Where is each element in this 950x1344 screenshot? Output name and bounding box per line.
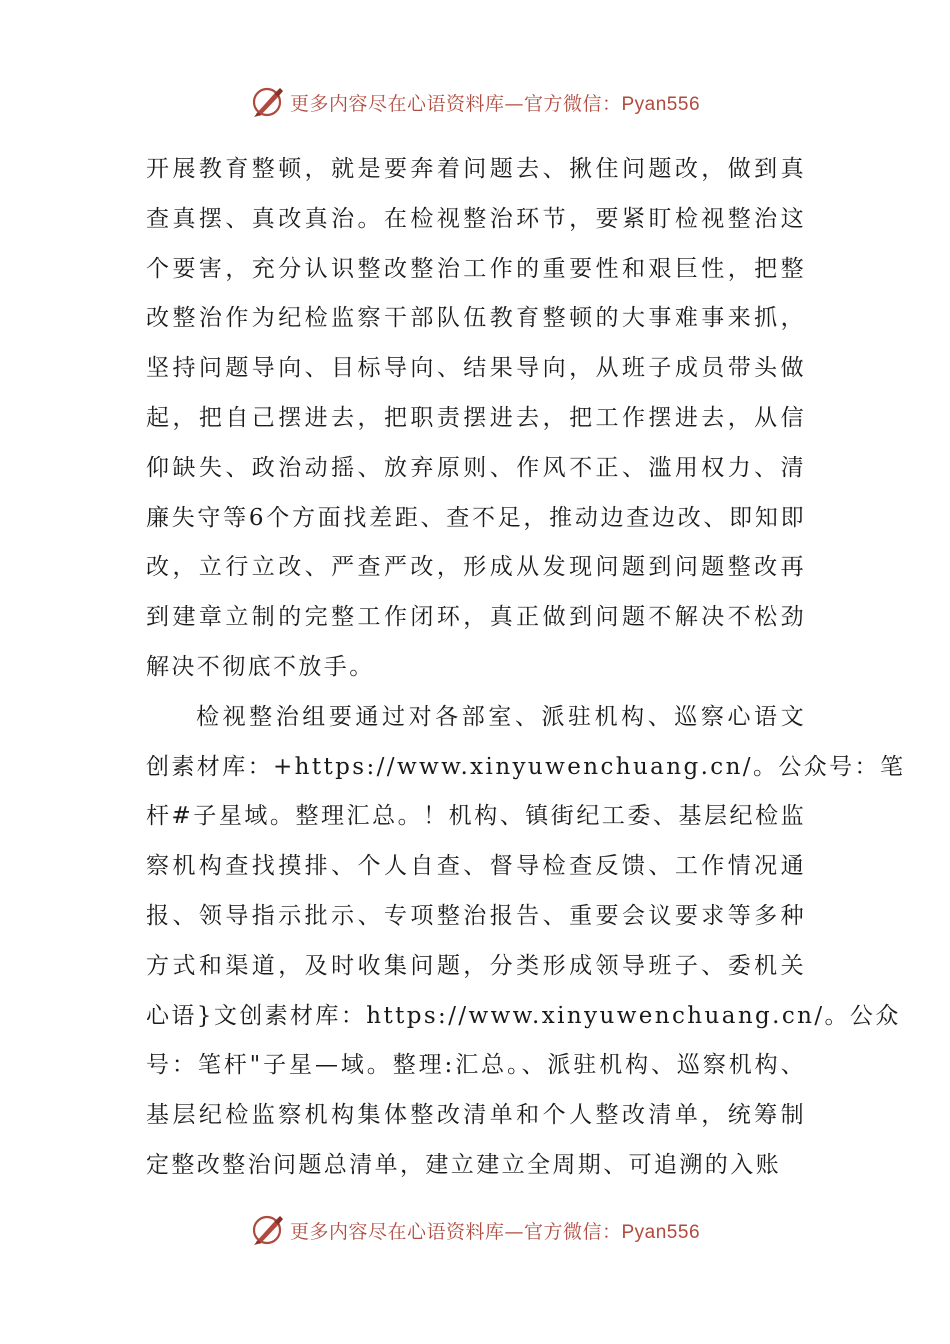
text-line: 改，立行立改、严查严改，形成从发现问题到问题整改再 (146, 554, 806, 581)
document-body (146, 145, 906, 1191)
pen-logo-icon (250, 1212, 286, 1248)
text-line: 仰缺失、政治动摇、放弃原则、作风不正、滥用权力、清 (146, 454, 806, 481)
text-line: 心语}文创素材库：https://www.xinyuwenchuang.cn/。公众 (146, 1002, 901, 1029)
text-line: 解决不彻底不放手。 (146, 653, 375, 680)
footer-banner-inner (250, 1212, 700, 1248)
paragraph (146, 693, 906, 1191)
text-line: 起，把自己摆进去，把职责摆进去，把工作摆进去，从信 (146, 404, 806, 431)
text-line: 廉失守等6个方面找差距、查不足，推动边查边改、即知即 (146, 504, 806, 531)
text-line: 坚持问题导向、目标导向、结果导向，从班子成员带头做 (146, 355, 806, 382)
header-banner (0, 82, 950, 122)
text-line: 到建章立制的完整工作闭环，真正做到问题不解决不松劲 (146, 604, 806, 631)
text-line: 改整治作为纪检监察干部队伍教育整顿的大事难事来抓， (146, 305, 806, 332)
banner-slogan: 更多内容尽在心语资料库—官方微信： (289, 92, 622, 115)
paragraph (146, 145, 806, 693)
text-line: 察机构查找摸排、个人自查、督导检查反馈、工作情况通 (146, 853, 806, 880)
text-line: 号：笔杆"子星—域。整理:汇总。、派驻机构、巡察机构、 (146, 1052, 806, 1079)
text-line: 个要害，充分认识整改整治工作的重要性和艰巨性，把整 (146, 255, 806, 282)
text-line: 方式和渠道，及时收集问题，分类形成领导班子、委机关 (146, 952, 806, 979)
banner-slogan: 更多内容尽在心语资料库—官方微信： (289, 1220, 622, 1243)
banner-text (290, 1217, 700, 1244)
text-line: 报、领导指示批示、专项整治报告、重要会议要求等多种 (146, 902, 806, 929)
header-banner-inner (250, 84, 700, 120)
footer-banner (0, 1210, 950, 1250)
banner-wechat-id: Pyan556 (621, 93, 701, 115)
text-line: 基层纪检监察机构集体整改清单和个人整改清单，统筹制 (146, 1102, 806, 1129)
text-line: 查真摆、真改真治。在检视整治环节，要紧盯检视整治这 (146, 205, 806, 232)
text-line: 检视整治组要通过对各部室、派驻机构、巡察心语文 (196, 703, 806, 730)
banner-text (290, 89, 700, 116)
text-line: 杆#子星域。整理汇总。！机构、镇街纪工委、基层纪检监 (146, 803, 806, 830)
pen-logo-icon (250, 84, 286, 120)
text-line: 开展教育整顿，就是要奔着问题去、揪住问题改，做到真 (146, 156, 806, 182)
text-line: 创素材库：+https://www.xinyuwenchuang.cn/。公众号：笔 (146, 753, 906, 780)
text-line: 定整改整治问题总清单，建立建立全周期、可追溯的入账 (146, 1151, 781, 1178)
banner-wechat-id: Pyan556 (621, 1221, 701, 1243)
